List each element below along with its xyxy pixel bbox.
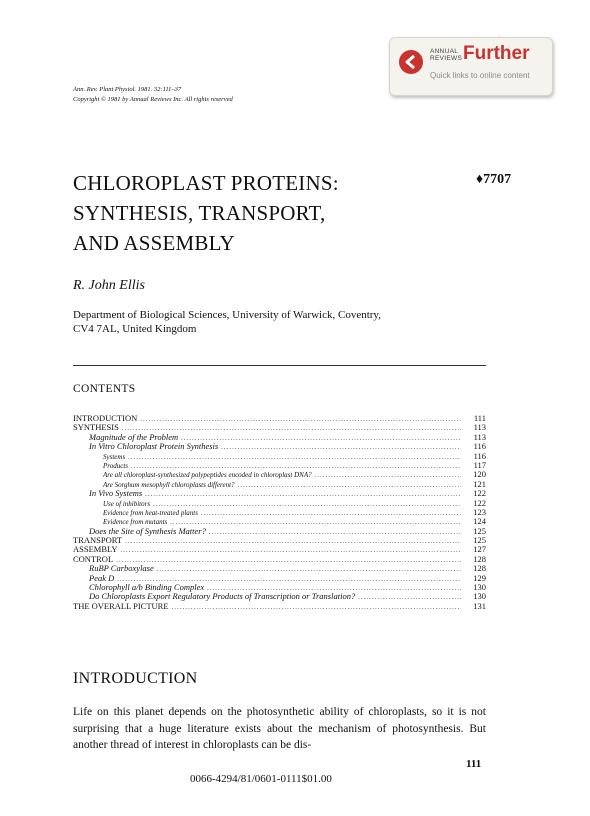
section-divider — [73, 365, 486, 366]
toc-entry-label: ASSEMBLY — [73, 544, 118, 555]
toc-entry-page: 113 — [473, 431, 486, 442]
toc-entry[interactable] — [73, 414, 486, 423]
annual-reviews-wordmark — [430, 48, 462, 62]
toc-entry-label: Evidence from heat-treated plants — [103, 508, 198, 517]
toc-entry-label: Do Chloroplasts Export Regulatory Products of Transcription or Translation? — [89, 591, 356, 602]
toc-entry-page: 127 — [473, 544, 486, 555]
table-of-contents — [73, 414, 486, 611]
toc-entry[interactable] — [73, 499, 486, 508]
toc-entry-label: Are Sorghum mesophyll chloroplasts different? — [103, 480, 235, 489]
toc-entry-label: Systems — [103, 452, 126, 461]
toc-entry-page: 128 — [473, 563, 486, 574]
journal-citation — [73, 85, 233, 105]
toc-entry-page: 131 — [473, 600, 486, 611]
toc-entry-label: CONTROL — [73, 553, 114, 564]
toc-entry-label: SYNTHESIS — [73, 422, 119, 433]
toc-entry-page: 128 — [473, 553, 486, 564]
title-line-3: AND ASSEMBLY — [73, 231, 235, 255]
toc-entry[interactable] — [73, 461, 486, 470]
toc-entry-label: RuBP Carboxylase — [89, 563, 154, 574]
toc-entry-label: TRANSPORT — [73, 535, 123, 546]
toc-entry-label: Evidence from mutants — [103, 518, 168, 527]
article-title — [73, 168, 339, 258]
toc-entry[interactable] — [73, 442, 486, 451]
toc-entry-page: 129 — [473, 572, 486, 583]
toc-entry[interactable] — [73, 602, 486, 611]
author-name: R. John Ellis — [73, 278, 145, 293]
page-number: 111 — [466, 758, 482, 770]
author-affiliation — [73, 308, 381, 336]
toc-entry-page: 125 — [473, 525, 486, 536]
toc-entry-label: In Vivo Systems — [89, 488, 143, 499]
toc-entry-page: 113 — [473, 422, 486, 433]
annual-reviews-further-banner[interactable] — [389, 37, 553, 96]
toc-entry[interactable] — [73, 489, 486, 498]
toc-entry[interactable] — [73, 536, 486, 545]
further-label: Further — [463, 43, 530, 64]
citation-line-2: Copyright © 1981 by Annual Reviews Inc. All rights reserved — [73, 96, 233, 103]
toc-entry-label: Magnitude of the Problem — [89, 431, 179, 442]
citation-line-1: Ann. Rev. Plant Physiol. 1981. 32:111–37 — [73, 86, 182, 93]
toc-leader-dots — [172, 603, 461, 612]
toc-entry-label: Products — [103, 461, 129, 470]
toc-entry-label: Use of inhibitors — [103, 499, 151, 508]
toc-entry-page: 122 — [473, 497, 486, 508]
introduction-paragraph: Life on this planet depends on the photosynthetic ability of chloroplasts, so it is not surprising that a huge literature exists about the mechanism of photosynthesis. But another thread of interest in chloroplasts can be dis- — [73, 706, 486, 751]
toc-entry-label: Does the Site of Synthesis Matter? — [89, 525, 206, 536]
toc-entry-label: Peak D — [89, 572, 115, 583]
toc-entry-page: 130 — [473, 591, 486, 602]
toc-entry-page: 117 — [473, 459, 486, 470]
toc-entry-label: Are all chloroplast-synthesized polypeptides encoded in chloroplast DNA? — [103, 471, 312, 480]
toc-entry[interactable] — [73, 470, 486, 479]
toc-entry-label: INTRODUCTION — [73, 413, 138, 423]
annual-reviews-logo-icon — [399, 50, 423, 74]
toc-entry[interactable] — [73, 452, 486, 461]
title-line-1: CHLOROPLAST PROTEINS: — [73, 171, 339, 195]
reviews-label: REVIEWS — [430, 55, 463, 62]
toc-entry-label: In Vitro Chloroplast Protein Synthesis — [89, 441, 219, 452]
toc-entry-page: 116 — [473, 441, 486, 452]
toc-entry-page: 123 — [473, 506, 486, 517]
title-line-2: SYNTHESIS, TRANSPORT, — [73, 201, 326, 225]
toc-entry[interactable] — [73, 545, 486, 554]
toc-entry-label: Chlorophyll a/b Binding Complex — [89, 582, 205, 593]
toc-entry[interactable] — [73, 564, 486, 573]
toc-entry-page: 130 — [473, 582, 486, 593]
contents-heading: CONTENTS — [73, 383, 136, 395]
footer-code: 0066-4294/81/0601-0111$01.00 — [190, 773, 332, 785]
toc-entry-page: 125 — [473, 535, 486, 546]
toc-entry-page: 121 — [473, 478, 486, 489]
toc-entry-page: 120 — [473, 469, 486, 480]
toc-entry[interactable] — [73, 527, 486, 536]
toc-entry-page: 111 — [473, 413, 486, 423]
introduction-heading: INTRODUCTION — [73, 670, 198, 687]
toc-entry-page: 124 — [473, 516, 486, 527]
annual-label: ANNUAL — [430, 48, 459, 55]
toc-entry-page: 122 — [473, 488, 486, 499]
toc-entry-page: 116 — [473, 450, 486, 461]
article-number: ♦7707 — [476, 172, 512, 187]
toc-entry-label: THE OVERALL PICTURE — [73, 600, 169, 611]
banner-tagline: Quick links to online content — [430, 71, 530, 80]
affiliation-line-2: CV4 7AL, United Kingdom — [73, 323, 197, 335]
toc-entry[interactable] — [73, 508, 486, 517]
affiliation-line-1: Department of Biological Sciences, University of Warwick, Coventry, — [73, 309, 381, 321]
